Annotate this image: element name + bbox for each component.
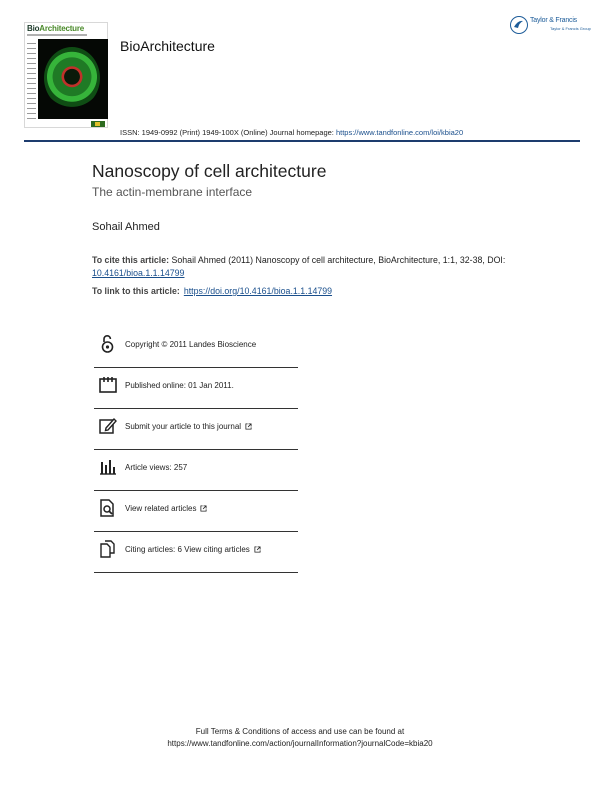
header-rule	[24, 140, 580, 142]
cover-title: BioArchitecture	[27, 24, 85, 33]
doi-link[interactable]: 10.4161/bioa.1.1.14799	[92, 268, 185, 278]
publisher-logo	[510, 14, 591, 40]
citing-articles-link[interactable]: Citing articles: 6 View citing articles	[125, 545, 261, 554]
submit-article-link[interactable]: Submit your article to this journal	[125, 422, 252, 431]
submit-article-row[interactable]	[94, 408, 298, 450]
article-author: Sohail Ahmed	[92, 221, 160, 233]
citation-label: To cite this article:	[92, 255, 170, 265]
external-link-icon	[245, 423, 252, 430]
footer	[0, 726, 600, 750]
issn-line	[120, 128, 463, 137]
edit-pencil-icon	[98, 416, 118, 436]
journal-homepage-link[interactable]: https://www.tandfonline.com/loi/kbia20	[335, 128, 464, 137]
calendar-icon	[98, 375, 118, 395]
cover-subtitle-bar	[27, 34, 87, 36]
published-row	[94, 367, 298, 409]
related-articles-link[interactable]: View related articles	[125, 504, 207, 513]
footer-terms-text: Full Terms & Conditions of access and use can be found at	[195, 727, 405, 736]
article-title: Nanoscopy of cell architecture	[92, 161, 327, 181]
cover-side-text	[27, 43, 36, 123]
open-access-lock-icon	[98, 334, 118, 354]
copyright-row	[94, 326, 298, 368]
citing-articles-row[interactable]	[94, 531, 298, 573]
article-subtitle: The actin-membrane interface	[92, 185, 253, 199]
citation-text: Sohail Ahmed (2011) Nanoscopy of cell architecture, BioArchitecture, 1:1, 32-38, DOI:	[169, 255, 506, 265]
publisher-name: Taylor & Francis	[530, 17, 577, 24]
copyright-text: Copyright © 2011 Landes Bioscience	[125, 340, 257, 349]
journal-cover-thumbnail	[24, 22, 108, 128]
cover-microscopy-image	[38, 39, 108, 119]
footer-terms-url[interactable]: https://www.tandfonline.com/action/journalInformation?journalCode=kbia20	[167, 739, 433, 748]
link-label: To link to this article:	[92, 286, 180, 296]
external-link-icon	[254, 546, 261, 553]
external-link-icon	[200, 505, 207, 512]
issn-text: ISSN: 1949-0992 (Print) 1949-100X (Online) Journal homepage:	[120, 128, 336, 137]
related-articles-row[interactable]	[94, 490, 298, 532]
document-search-icon	[98, 498, 118, 518]
cover-publisher-logo	[91, 121, 105, 127]
bar-chart-icon	[98, 457, 118, 477]
citation-block	[92, 254, 512, 280]
published-date-text: Published online: 01 Jan 2011.	[125, 381, 234, 390]
publisher-group: Taylor & Francis Group	[550, 26, 591, 31]
journal-title: BioArchitecture	[120, 38, 215, 54]
article-views-row	[94, 449, 298, 491]
article-doi-url[interactable]: https://doi.org/10.4161/bioa.1.1.14799	[183, 286, 333, 296]
publisher-logo-icon	[510, 16, 528, 34]
copy-documents-icon	[98, 539, 118, 559]
article-views-text: Article views: 257	[125, 463, 188, 472]
article-link-block	[92, 286, 332, 296]
